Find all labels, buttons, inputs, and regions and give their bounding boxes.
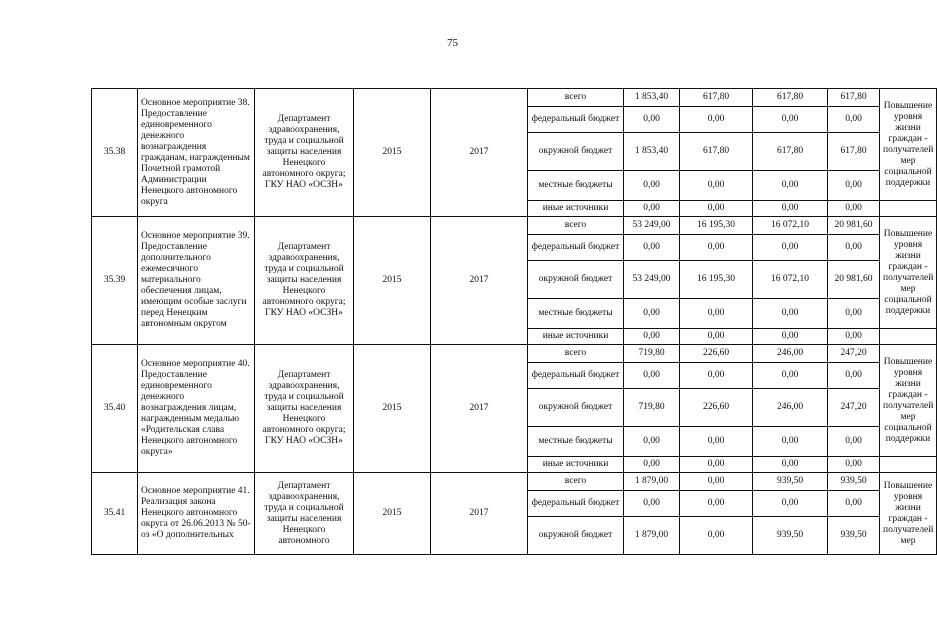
- funding-source: федеральный бюджет: [528, 107, 624, 133]
- amount-y2015: 0,00: [680, 427, 753, 457]
- funding-source: окружной бюджет: [528, 389, 624, 427]
- amount-total: 0,00: [624, 171, 680, 201]
- funding-source: иные источники: [528, 457, 624, 473]
- expected-result: Повышение уровня жизни граждан - получателей мер: [880, 473, 937, 555]
- table-row: [92, 345, 937, 363]
- amount-total: 1 879,00: [624, 517, 680, 555]
- amount-y2015: 0,00: [680, 235, 753, 261]
- amount-y2016: 246,00: [753, 389, 828, 427]
- row-number: 35.39: [92, 217, 138, 345]
- amount-y2016: 0,00: [753, 235, 828, 261]
- amount-total: 1 853,40: [624, 89, 680, 107]
- amount-y2017: 247,20: [828, 389, 880, 427]
- year-end: 2017: [431, 89, 528, 217]
- amount-total: 719,80: [624, 345, 680, 363]
- amount-y2017: 20 981,60: [828, 217, 880, 235]
- amount-y2016: 0,00: [753, 427, 828, 457]
- amount-y2015: 0,00: [680, 299, 753, 329]
- amount-y2016: 16 072,10: [753, 217, 828, 235]
- funding-source: федеральный бюджет: [528, 363, 624, 389]
- table-body: [92, 89, 937, 555]
- amount-y2017: 247,20: [828, 345, 880, 363]
- amount-y2015: 0,00: [680, 473, 753, 491]
- amount-y2016: 0,00: [753, 329, 828, 345]
- row-number: 35.40: [92, 345, 138, 473]
- amount-total: 0,00: [624, 329, 680, 345]
- amount-y2017: 0,00: [828, 491, 880, 517]
- activity-description: Основное мероприятие 39. Предоставление дополнительного ежемесячного материального обеспечения лицам, имеющим особые заслуги перед Ненецким автономным округом: [138, 217, 255, 345]
- amount-total: 53 249,00: [624, 261, 680, 299]
- funding-source: федеральный бюджет: [528, 491, 624, 517]
- amount-y2016: 0,00: [753, 107, 828, 133]
- funding-source: федеральный бюджет: [528, 235, 624, 261]
- activity-description: Основное мероприятие 40. Предоставление единовременного денежного вознаграждения лицам, награжденным медалью «Родительская слава Ненецкого автономного округа»: [138, 345, 255, 473]
- responsible-executor: Департамент здравоохранения, труда и социальной защиты населения Ненецкого автономного округа; ГКУ НАО «ОСЗН»: [255, 217, 354, 345]
- activity-description: Основное мероприятие 41. Реализация закона Ненецкого автономного округа от 26.06.2013 № 50-оз «О дополнительных: [138, 473, 255, 555]
- table-row: [92, 217, 937, 235]
- amount-y2017: 0,00: [828, 329, 880, 345]
- expected-result: Повышение уровня жизни граждан - получателей мер социальной поддержки: [880, 217, 937, 329]
- result-gap: [880, 329, 937, 345]
- amount-total: 0,00: [624, 457, 680, 473]
- amount-y2015: 0,00: [680, 329, 753, 345]
- amount-y2017: 0,00: [828, 299, 880, 329]
- amount-y2017: 939,50: [828, 517, 880, 555]
- funding-source: окружной бюджет: [528, 261, 624, 299]
- amount-y2015: 16 195,30: [680, 261, 753, 299]
- page-number: 75: [447, 37, 458, 49]
- funding-source: окружной бюджет: [528, 133, 624, 171]
- amount-y2016: 617,80: [753, 89, 828, 107]
- amount-y2015: 617,80: [680, 133, 753, 171]
- funding-source: местные бюджеты: [528, 171, 624, 201]
- responsible-executor: Департамент здравоохранения, труда и социальной защиты населения Ненецкого автономного округа; ГКУ НАО «ОСЗН»: [255, 89, 354, 217]
- amount-y2017: 617,80: [828, 133, 880, 171]
- funding-source: всего: [528, 345, 624, 363]
- row-number: 35.41: [92, 473, 138, 555]
- amount-total: 0,00: [624, 491, 680, 517]
- activity-description: Основное мероприятие 38. Предоставление единовременного денежного вознаграждения гражданам, награжденным Почетной грамотой Администрации Ненецкого автономного округа: [138, 89, 255, 217]
- amount-y2016: 0,00: [753, 363, 828, 389]
- amount-y2015: 226,60: [680, 389, 753, 427]
- amount-total: 53 249,00: [624, 217, 680, 235]
- amount-y2017: 0,00: [828, 201, 880, 217]
- amount-y2017: 0,00: [828, 427, 880, 457]
- year-end: 2017: [431, 473, 528, 555]
- amount-y2016: 617,80: [753, 133, 828, 171]
- amount-y2016: 0,00: [753, 457, 828, 473]
- amount-y2015: 0,00: [680, 491, 753, 517]
- amount-total: 0,00: [624, 107, 680, 133]
- year-start: 2015: [354, 217, 431, 345]
- amount-y2016: 0,00: [753, 171, 828, 201]
- year-start: 2015: [354, 473, 431, 555]
- table-row: [92, 89, 937, 107]
- amount-total: 0,00: [624, 427, 680, 457]
- amount-y2017: 0,00: [828, 171, 880, 201]
- amount-total: 719,80: [624, 389, 680, 427]
- amount-y2017: 939,50: [828, 473, 880, 491]
- funding-source: всего: [528, 89, 624, 107]
- result-gap: [880, 201, 937, 217]
- amount-y2015: 0,00: [680, 457, 753, 473]
- program-table: [91, 88, 937, 555]
- amount-y2015: 226,60: [680, 345, 753, 363]
- amount-y2017: 617,80: [828, 89, 880, 107]
- funding-source: местные бюджеты: [528, 427, 624, 457]
- funding-source: всего: [528, 473, 624, 491]
- amount-y2015: 0,00: [680, 171, 753, 201]
- amount-total: 0,00: [624, 299, 680, 329]
- funding-source: иные источники: [528, 201, 624, 217]
- expected-result: Повышение уровня жизни граждан - получателей мер социальной поддержки: [880, 345, 937, 457]
- amount-y2016: 0,00: [753, 299, 828, 329]
- funding-source: иные источники: [528, 329, 624, 345]
- amount-y2017: 0,00: [828, 363, 880, 389]
- amount-y2016: 939,50: [753, 473, 828, 491]
- amount-total: 0,00: [624, 201, 680, 217]
- amount-y2017: 0,00: [828, 457, 880, 473]
- amount-y2017: 20 981,60: [828, 261, 880, 299]
- amount-y2017: 0,00: [828, 107, 880, 133]
- amount-y2015: 0,00: [680, 517, 753, 555]
- amount-y2015: 0,00: [680, 107, 753, 133]
- amount-y2016: 0,00: [753, 491, 828, 517]
- funding-source: местные бюджеты: [528, 299, 624, 329]
- table-row: [92, 473, 937, 491]
- amount-y2016: 939,50: [753, 517, 828, 555]
- expected-result: Повышение уровня жизни граждан - получателей мер социальной поддержки: [880, 89, 937, 201]
- result-gap: [880, 457, 937, 473]
- amount-total: 1 853,40: [624, 133, 680, 171]
- row-number: 35.38: [92, 89, 138, 217]
- amount-total: 1 879,00: [624, 473, 680, 491]
- amount-y2016: 16 072,10: [753, 261, 828, 299]
- amount-total: 0,00: [624, 235, 680, 261]
- year-end: 2017: [431, 345, 528, 473]
- amount-total: 0,00: [624, 363, 680, 389]
- amount-y2015: 617,80: [680, 89, 753, 107]
- year-end: 2017: [431, 217, 528, 345]
- amount-y2016: 0,00: [753, 201, 828, 217]
- amount-y2015: 16 195,30: [680, 217, 753, 235]
- year-start: 2015: [354, 89, 431, 217]
- amount-y2016: 246,00: [753, 345, 828, 363]
- responsible-executor: Департамент здравоохранения, труда и социальной защиты населения Ненецкого автономного: [255, 473, 354, 555]
- year-start: 2015: [354, 345, 431, 473]
- amount-y2017: 0,00: [828, 235, 880, 261]
- amount-y2015: 0,00: [680, 363, 753, 389]
- funding-source: окружной бюджет: [528, 517, 624, 555]
- amount-y2015: 0,00: [680, 201, 753, 217]
- funding-source: всего: [528, 217, 624, 235]
- responsible-executor: Департамент здравоохранения, труда и социальной защиты населения Ненецкого автономного округа; ГКУ НАО «ОСЗН»: [255, 345, 354, 473]
